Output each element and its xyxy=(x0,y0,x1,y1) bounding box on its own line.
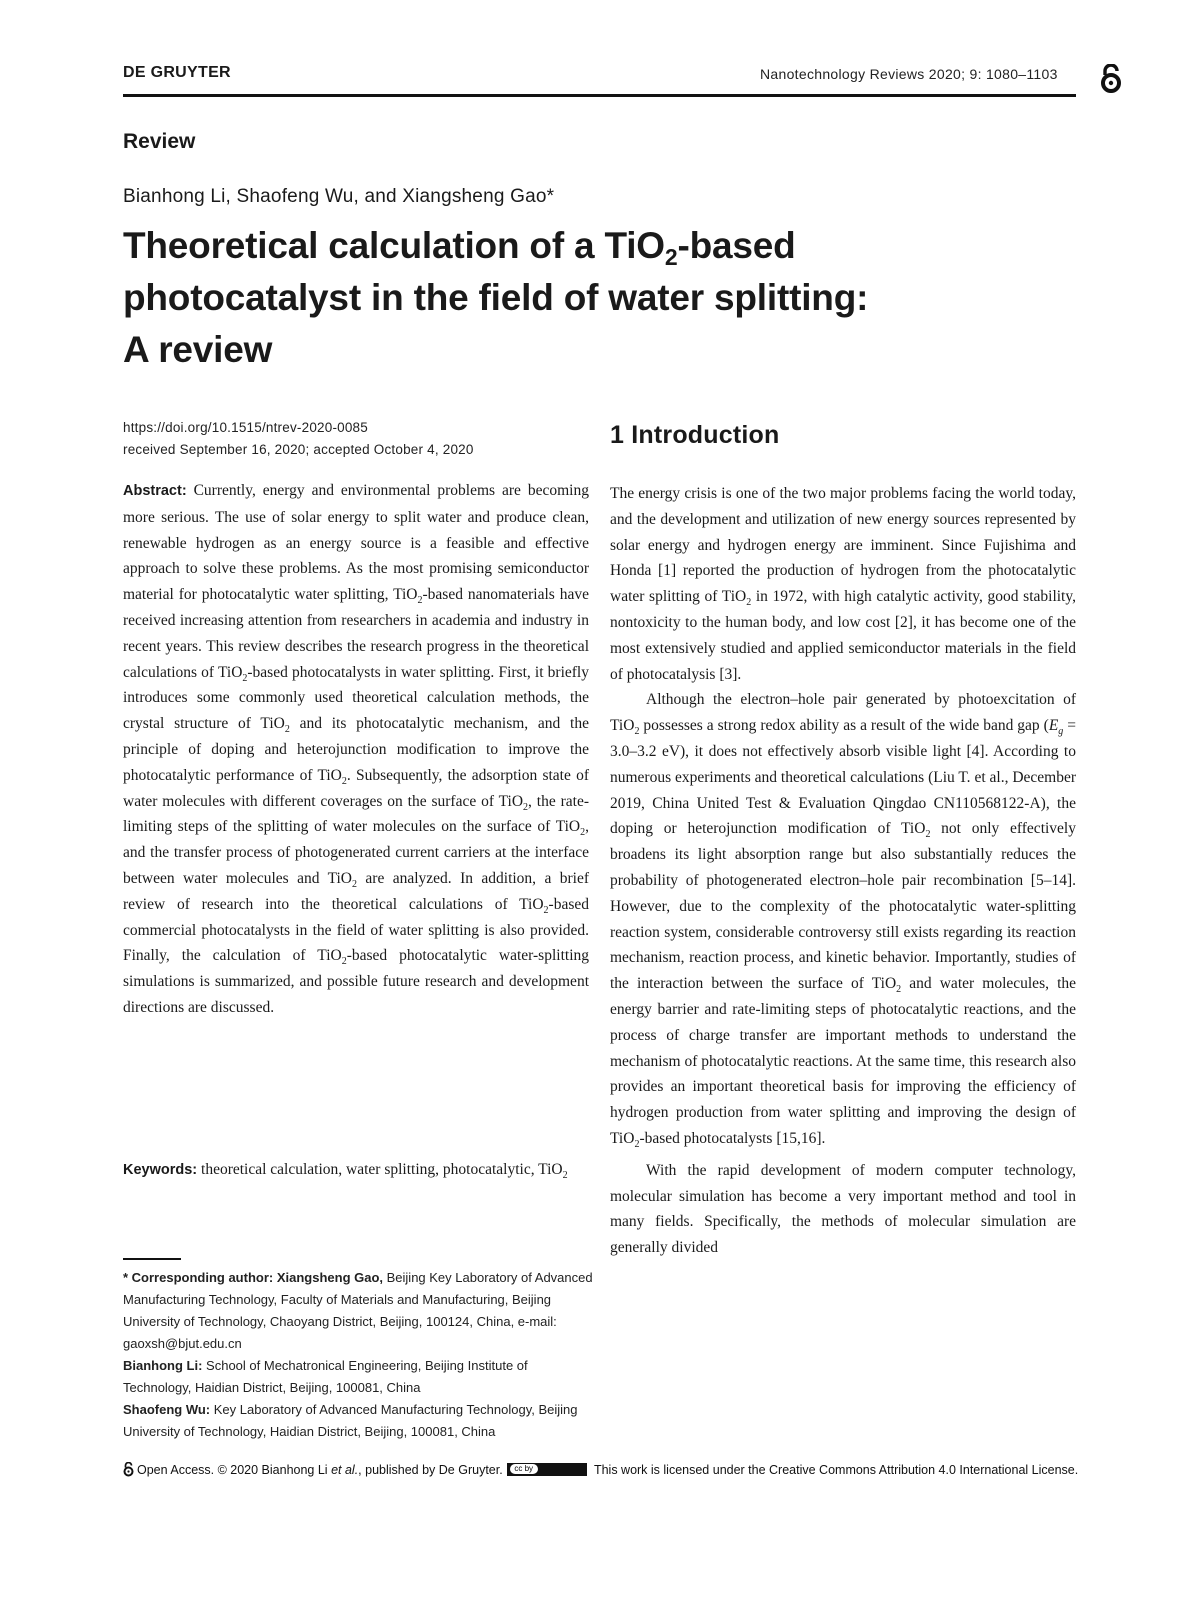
section-heading-introduction: 1 Introduction xyxy=(610,421,780,449)
license-footer: Open Access. © 2020 Bianhong Li et al., published by De Gruyter. cc by This work is licensed under the Creative Commons Attribution 4.0 International License. xyxy=(123,1461,1083,1479)
introduction-body xyxy=(610,481,1076,1261)
doi-link[interactable]: https://doi.org/10.1515/ntrev-2020-0085 xyxy=(123,420,368,435)
article-title: Theoretical calculation of a TiO$_2$-based photocatalyst in the field of water splitting: A review xyxy=(123,225,869,370)
author-list: Bianhong Li, Shaofeng Wu, and Xiangsheng Gao* xyxy=(123,186,555,207)
publisher-name: DE GRUYTER xyxy=(123,64,231,81)
article-dates: received September 16, 2020; accepted October 4, 2020 xyxy=(123,442,474,457)
header-rule xyxy=(123,94,1076,97)
open-access-icon xyxy=(1100,64,1122,94)
author-affiliation-li: Bianhong Li: School of Mechatronical Engineering, Beijing Institute of Technology, Haidian District, Beijing, 100081, China xyxy=(123,1358,528,1395)
article-type: Review xyxy=(123,130,196,153)
author-affiliation-wu: Shaofeng Wu: Key Laboratory of Advanced Manufacturing Technology, Beijing University of Technology, Haidian District, Beijing, 100081, China xyxy=(123,1402,578,1439)
article-meta xyxy=(123,417,474,461)
intro-paragraph-3: With the rapid development of modern computer technology, molecular simulation has become a very important method and tool in many fields. Specifically, the methods of molecular simulation are generally divided xyxy=(610,1161,1076,1257)
intro-paragraph-1: The energy crisis is one of the two major problems facing the world today, and the development and utilization of new energy sources represented by solar energy and hydrogen energy are imminent. Since Fujishima and Honda [1] reported the production of hydrogen from the photocatalytic water splitting of TiO$_2$ in 1972, with high catalytic activity, good stability, nontoxicity to the human body, and low cost [2], it has become one of the most extensively studied and applied semiconductor materials in the field of photocatalysis [3]. xyxy=(610,485,1076,683)
abstract: Abstract: Currently, energy and environmental problems are becoming more serious. The use of solar energy to split water and produce clean, renewable hydrogen as an energy source is a feasible and effective approach to solve these problems. As the most promising semiconductor material for photocatalytic water splitting, TiO$_2$-based nanomaterials have received increasing attention from researchers in academia and industry in recent years. This review describes the research progress in the theoretical calculations of TiO$_2$-based photocatalysts in water splitting. First, it briefly introduces some commonly used theoretical calculation methods, the crystal structure of TiO$_2$ and its photocatalytic mechanism, and the principle of doping and heterojunction modification to improve the photocatalytic performance of TiO$_2$. Subsequently, the adsorption state of water molecules with different coverages on the surface of TiO$_2$, the rate-limiting steps of the splitting of water molecules on the surface of TiO$_2$, and the transfer process of photogenerated current carriers at the interface between water molecules and TiO$_2$ are analyzed. In addition, a brief review of research into the theoretical calculations of TiO$_2$-based commercial photocatalysts in the field of water splitting is also provided. Finally, the calculation of TiO$_2$-based photocatalytic water-splitting simulations is summarized, and possible future research and development directions are discussed. xyxy=(123,482,590,1016)
author-footnotes xyxy=(123,1267,593,1443)
cc-by-license-badge[interactable]: cc by xyxy=(507,1463,587,1476)
footnote-rule xyxy=(123,1258,181,1260)
journal-reference: Nanotechnology Reviews 2020; 9: 1080–1103 xyxy=(760,66,1058,82)
intro-paragraph-2: Although the electron–hole pair generated by photoexcitation of TiO$_2$ possesses a strong redox ability as a result of the wide band gap ($E_g = 3.0-3.2$ eV), it does not effectively absorb visible light [4]. According to numerous experiments and theoretical calculations (Liu T. et al., December 2019, China United Test & Evaluation Qingdao CN110568122-A), the doping or heterojunction modification of TiO$_2$ not only effectively broadens its light absorption range but also substantially reduces the probability of photogenerated electron–hole pair recombination [5–14]. However, due to the complexity of the photocatalytic water-splitting reaction system, considerable controversy still exists regarding its reaction mechanism, reaction process, and kinetic behavior. Importantly, studies of the interaction between the surface of TiO$_2$ and water molecules, the energy barrier and rate-limiting steps of photocatalytic reactions, and the process of charge transfer are important methods to understand the mechanism of photocatalytic reactions. At the same time, this research also provides an important theoretical basis for improving the efficiency of hydrogen production from water splitting and improving the design of TiO$_2$-based photocatalysts [15,16]. xyxy=(610,691,1077,1151)
open-access-icon xyxy=(123,1462,134,1477)
corresponding-author-note: * Corresponding author: Xiangsheng Gao, Beijing Key Laboratory of Advanced Manufacturing Technology, Faculty of Materials and Manufacturing, Beijing University of Technology, Chaoyang District, Beijing, 100124, China, e-mail: gaoxsh@bjut.edu.cn xyxy=(123,1270,593,1351)
keywords: Keywords: theoretical calculation, water splitting, photocatalytic, TiO$_2$ xyxy=(123,1161,568,1182)
